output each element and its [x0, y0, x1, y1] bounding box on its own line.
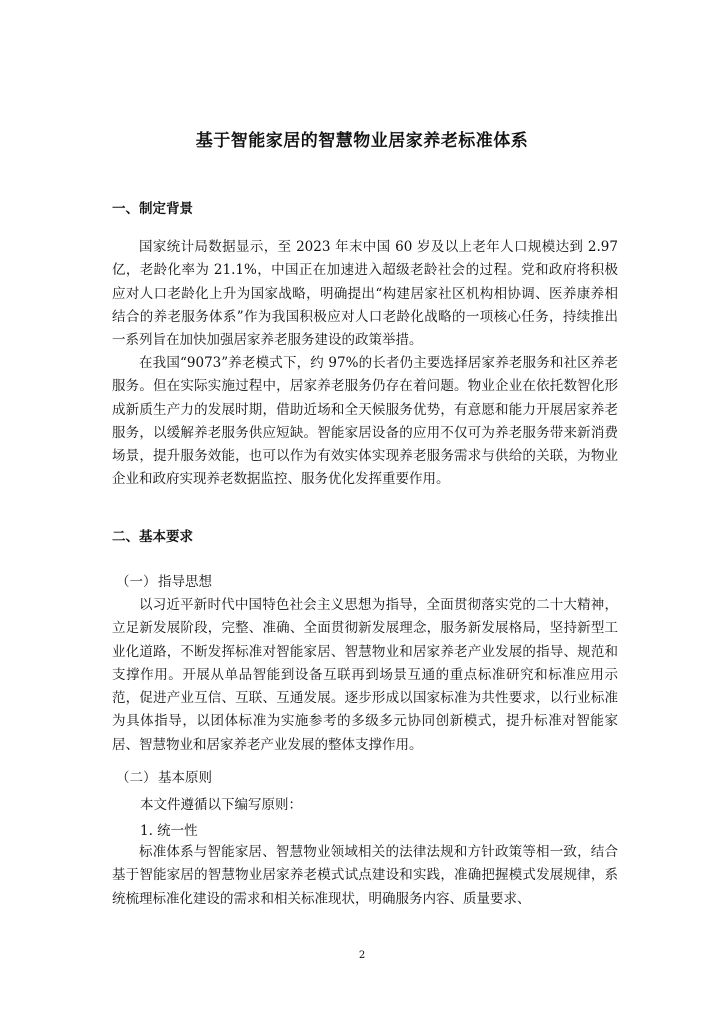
section-1-heading: 一、制定背景 — [112, 201, 193, 217]
document-title: 基于智能家居的智慧物业居家养老标准体系 — [195, 131, 529, 151]
subsection-1-title: 指导思想 — [158, 574, 212, 590]
page-number: 2 — [358, 950, 366, 961]
subsection-2-number: （二） — [116, 770, 157, 786]
subsection-2-title: 基本原则 — [158, 770, 212, 786]
section-2-heading: 二、基本要求 — [112, 529, 193, 545]
principle-1-title: 1. 统一性 — [140, 823, 198, 839]
principle-1-paragraph: 标准体系与智能家居、智慧物业领域相关的法律法规和方针政策等相一致，结合基于智能家居的智慧物业居家养老模式试点建设和实践，准确把握模式发展规律，系统梳理标准化建设的需求和相关标准现状，明确服务内容、质量要求、 — [112, 844, 618, 907]
subsection-2-intro: 本文件遵循以下编写原则： — [140, 797, 302, 813]
subsection-1-heading — [116, 570, 212, 590]
section-1-paragraph-1: 国家统计局数据显示，至 2023 年末中国 60 岁及以上老年人口规模达到 2.97 亿，老龄化率为 21.1%，中国正在加速进入超级老龄社会的过程。党和政府将积极应对人口老龄化上升为国家战略，明确提出“构建居家社区机构相协调、医养康养相结合的养老服务体系”作为我国积极应对人口老龄化战略的一项核心任务，持续推出一系列旨在加快加强居家养老服务建设的政策举措。 — [112, 239, 618, 349]
subsection-1-number: （一） — [116, 574, 157, 590]
section-1-paragraph-2: 在我国“9073”养老模式下，约 97%的长者仍主要选择居家养老服务和社区养老服务。但在实际实施过程中，居家养老服务仍存在着问题。物业企业在依托数智化形成新质生产力的发展时期，借助近场和全天候服务优势，有意愿和能力开展居家养老服务，以缓解养老服务供应短缺。智能家居设备的应用不仅可为养老服务带来新消费场景，提升服务效能，也可以作为有效实体实现养老服务需求与供给的关联，为物业企业和政府实现养老数据监控、服务优化发挥重要作用。 — [112, 355, 618, 488]
subsection-1-paragraph: 以习近平新时代中国特色社会主义思想为指导，全面贯彻落实党的二十大精神，立足新发展阶段，完整、准确、全面贯彻新发展理念，服务新发展格局，坚持新型工业化道路，不断发挥标准对智能家居、智慧物业和居家养老产业发展的指导、规范和支撑作用。开展从单品智能到设备互联再到场景互通的重点标准研究和标准应用示范，促进产业互信、互联、互通发展。逐步形成以国家标准为共性要求，以行业标准为具体指导，以团体标准为实施参考的多级多元协同创新模式，提升标准对智能家居、智慧物业和居家养老产业发展的整体支撑作用。 — [112, 597, 618, 753]
subsection-2-heading — [116, 766, 212, 786]
